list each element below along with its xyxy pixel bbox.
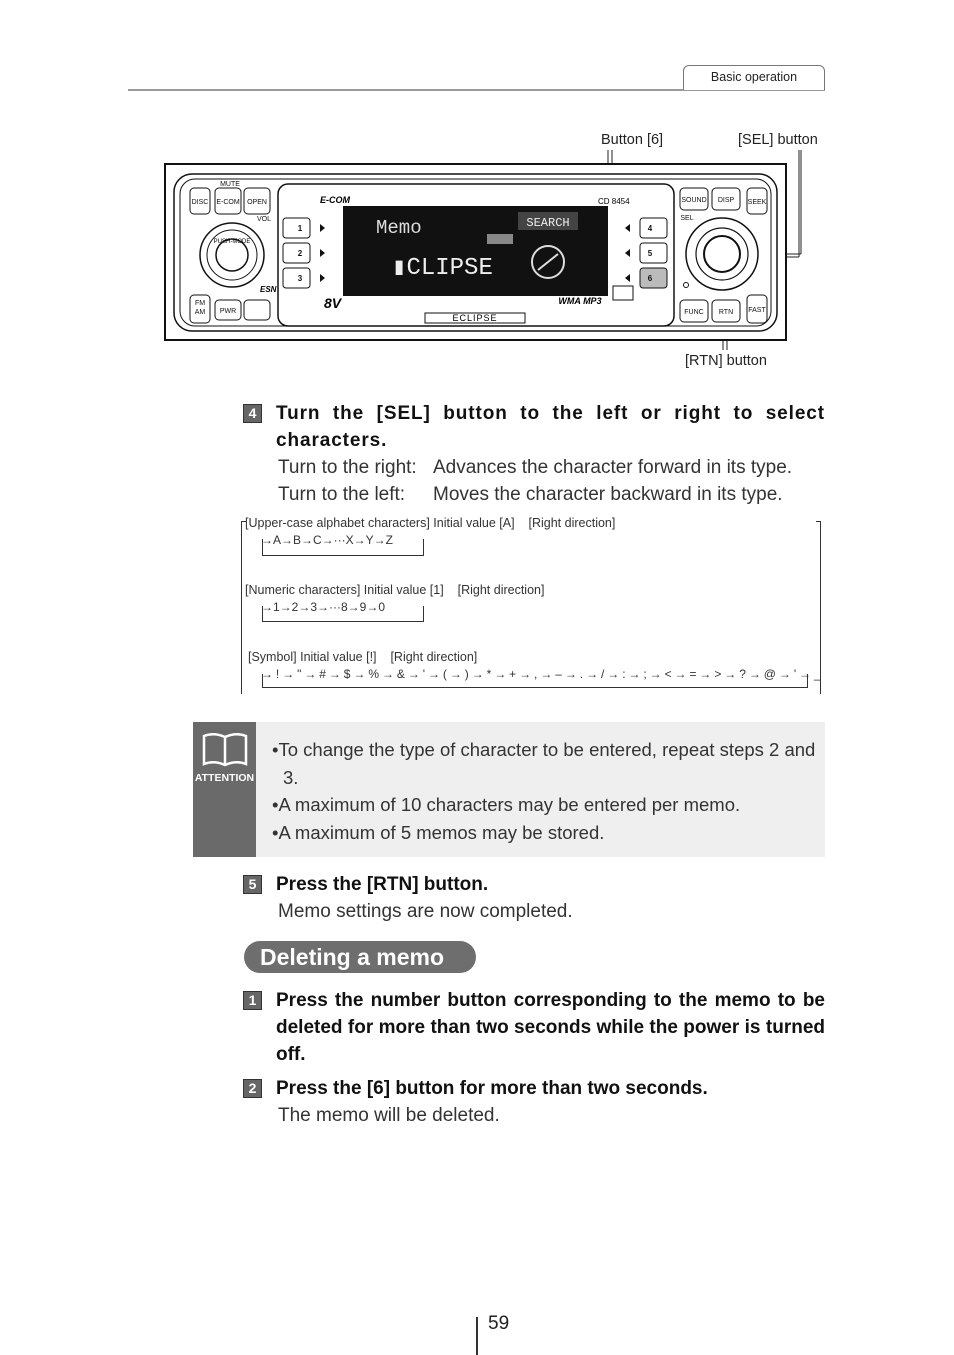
svg-text:ESN: ESN <box>260 285 277 294</box>
svg-text:5: 5 <box>647 249 653 258</box>
svg-text:SOUND: SOUND <box>681 197 707 204</box>
svg-text:3: 3 <box>297 274 303 283</box>
step-body: The memo will be deleted. <box>278 1105 500 1126</box>
seq-label-symbol: [Symbol] Initial value [!] [Right direction] <box>248 650 478 664</box>
attention-label: ATTENTION <box>194 772 255 784</box>
seq-upper: →A→B→C→···X→Y→Z <box>261 533 393 547</box>
svg-text:FAST: FAST <box>748 307 766 314</box>
svg-text:VOL: VOL <box>256 216 272 223</box>
book-icon <box>201 732 249 768</box>
attention-box <box>193 722 825 857</box>
step-title: Press the [RTN] button. <box>276 874 489 895</box>
svg-text:4: 4 <box>647 224 653 233</box>
bracket-left <box>241 521 246 694</box>
section-tab: Basic operation <box>683 65 825 90</box>
seq-numeric: →1→2→3→···8→9→0 <box>261 600 386 614</box>
step-number: 5 <box>243 875 262 894</box>
seq-label-upper: [Upper-case alphabet characters] Initial value [A] [Right direction] <box>245 516 616 530</box>
step-number: 1 <box>243 991 262 1010</box>
head-unit-illustration <box>160 150 810 350</box>
attention-text <box>272 736 817 846</box>
svg-text:DISC: DISC <box>191 199 209 206</box>
svg-text:E-COM: E-COM <box>320 195 350 205</box>
step-4 <box>243 400 825 508</box>
page-number-rule <box>476 1317 478 1355</box>
svg-text:DISP: DISP <box>717 197 735 204</box>
svg-text:WMA MP3: WMA MP3 <box>558 296 602 306</box>
step-number: 4 <box>243 404 262 423</box>
callout-sel-button: [SEL] button <box>738 132 818 148</box>
svg-text:FUNC: FUNC <box>684 309 704 316</box>
section-heading: Deleting a memo <box>244 941 476 973</box>
svg-text:2: 2 <box>297 249 303 258</box>
svg-text:SEARCH: SEARCH <box>526 216 570 230</box>
row-right <box>278 454 825 481</box>
loop-upper <box>262 539 424 556</box>
svg-text:SEEK: SEEK <box>747 199 767 206</box>
sequence-panel <box>241 516 821 693</box>
row-value: Moves the character backward in its type. <box>433 484 783 505</box>
step-5 <box>243 871 825 925</box>
svg-text:MUTE: MUTE <box>220 181 240 188</box>
step-rows <box>278 454 825 508</box>
svg-text:PUSH-MODE: PUSH-MODE <box>213 239 251 245</box>
callout-button-6: Button [6] <box>601 132 664 148</box>
step-title: Press the number button corresponding to the memo to be deleted for more than two seconds while the power is turned off. <box>276 990 825 1065</box>
loop-numeric <box>262 606 424 622</box>
attention-bullet: •To change the type of character to be entered, repeat steps 2 and 3. <box>272 739 816 788</box>
svg-text:E-COM: E-COM <box>216 199 240 206</box>
step-title: Press the [6] button for more than two seconds. <box>276 1078 708 1099</box>
svg-text:OPEN: OPEN <box>247 199 267 206</box>
svg-text:FM: FM <box>194 300 206 307</box>
svg-text:▮CLIPSE: ▮CLIPSE <box>392 255 493 282</box>
row-left <box>278 481 825 508</box>
page-number: 59 <box>488 1313 510 1334</box>
svg-text:Memo: Memo <box>376 217 422 239</box>
seq-symbol: → ! → " → # → $ → % → & → ' → ( → ) → * → + → , → – → . → / → : → ; → < → = → > → ? → @ → ' → _ <box>261 667 821 681</box>
svg-text:8V: 8V <box>324 295 342 311</box>
callout-rtn-button: [RTN] button <box>685 353 767 369</box>
svg-text:AM: AM <box>194 309 206 316</box>
svg-text:1: 1 <box>297 224 303 233</box>
delete-step-1 <box>243 987 825 1068</box>
row-value: Advances the character forward in its type. <box>433 457 793 478</box>
row-key: Turn to the right: <box>278 457 417 478</box>
svg-text:6: 6 <box>647 274 653 283</box>
loop-symbol <box>262 674 808 688</box>
row-key: Turn to the left: <box>278 484 406 505</box>
svg-text:PWR: PWR <box>219 308 237 315</box>
delete-step-2 <box>243 1075 825 1129</box>
attention-bullet: •A maximum of 5 memos may be stored. <box>272 821 605 843</box>
step-number: 2 <box>243 1079 262 1098</box>
svg-text:RTN: RTN <box>718 309 734 316</box>
svg-text:CD 8454: CD 8454 <box>598 197 630 206</box>
svg-text:SEL: SEL <box>680 215 694 222</box>
attention-bullet: •A maximum of 10 characters may be entered per memo. <box>272 794 741 815</box>
step-body: Memo settings are now completed. <box>278 901 573 922</box>
seq-label-numeric: [Numeric characters] Initial value [1] [Right direction] <box>245 583 545 597</box>
attention-sidebar <box>193 722 256 857</box>
step-title: Turn the [SEL] button to the left or right to select characters. <box>276 403 825 451</box>
svg-text:ECLIPSE: ECLIPSE <box>452 313 498 323</box>
